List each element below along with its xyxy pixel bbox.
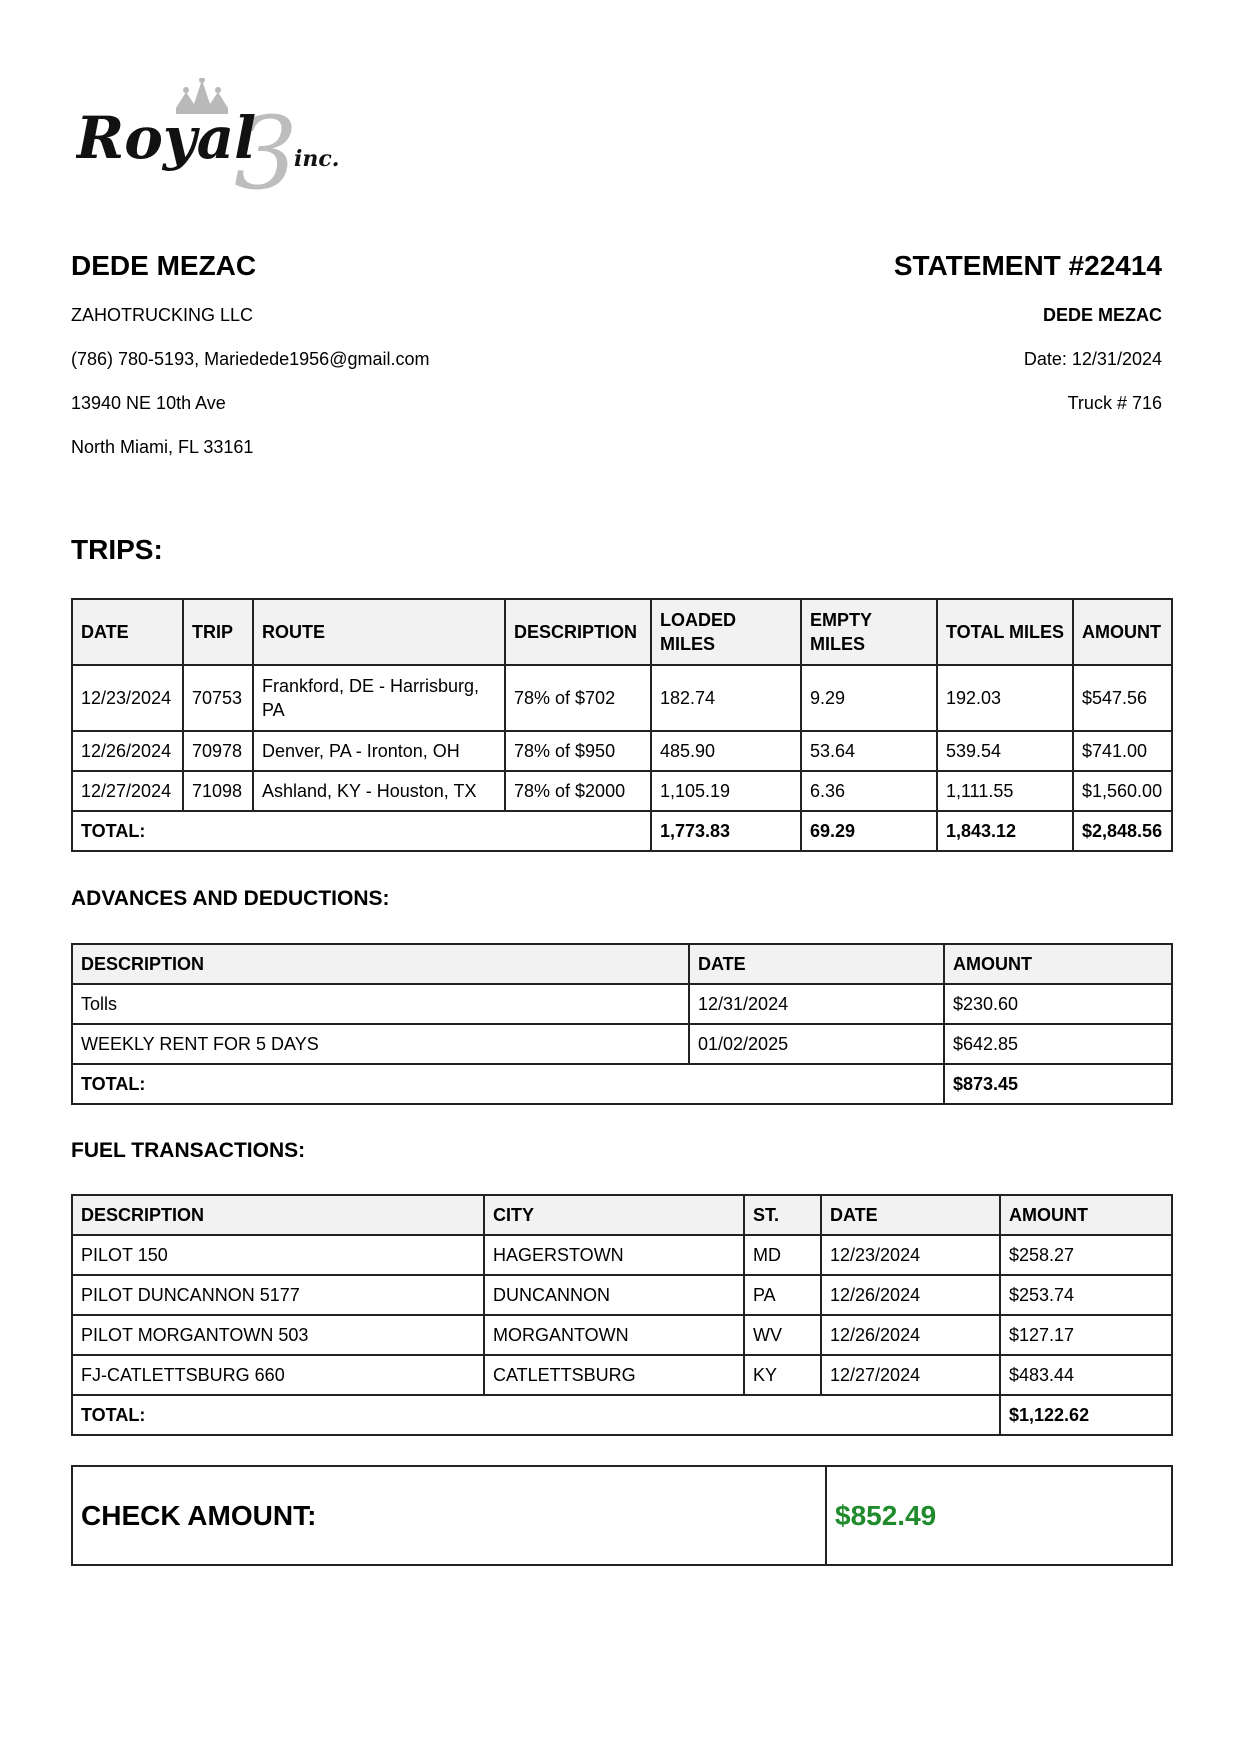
royal-3-logo-icon [76,78,396,193]
table-row [72,1024,1172,1064]
driver-address-line1: 13940 NE 10th Ave [71,393,226,413]
column-header: DATE [821,1195,1000,1235]
statement-date: Date: 12/31/2024 [1023,349,1162,369]
column-header: CITY [484,1195,744,1235]
table-cell: $258.27 [1000,1235,1172,1275]
table-cell: $642.85 [944,1024,1172,1064]
table-cell: $230.60 [944,984,1172,1024]
table-cell: $741.00 [1073,731,1172,771]
check-amount-box [71,1465,1173,1566]
column-header: TOTAL MILES [937,599,1073,665]
table-cell: 12/31/2024 [689,984,944,1024]
advances-table [71,943,1173,1105]
table-cell: 70753 [183,665,253,731]
table-cell: $1,560.00 [1073,771,1172,811]
column-header: ST. [744,1195,821,1235]
driver-company: ZAHOTRUCKING LLC [71,305,254,325]
table-cell: 485.90 [651,731,801,771]
column-header: DESCRIPTION [72,944,689,984]
table-cell: 70978 [183,731,253,771]
table-cell: 6.36 [801,771,937,811]
svg-text:inc.: inc. [294,146,340,172]
column-header: TRIP [183,599,253,665]
table-header-row [72,599,1172,665]
table-cell: 78% of $702 [505,665,651,731]
trips-title: TRIPS: [71,534,163,565]
check-amount-row [72,1466,1172,1565]
table-cell: Frankford, DE - Harrisburg, PA [253,665,505,731]
driver-info [71,248,631,478]
fuel-table [71,1194,1173,1436]
table-cell: Tolls [72,984,689,1024]
total-label: TOTAL: [72,1064,944,1104]
fuel-total-row [72,1395,1172,1435]
table-row [72,1315,1172,1355]
table-cell: 01/02/2025 [689,1024,944,1064]
table-cell: KY [744,1355,821,1395]
table-cell: 12/26/2024 [821,1275,1000,1315]
table-row [72,984,1172,1024]
table-cell: DUNCANNON [484,1275,744,1315]
statement-info [602,248,1162,434]
table-cell: Ashland, KY - Houston, TX [253,771,505,811]
driver-name: DEDE MEZAC [71,250,257,281]
total-label: TOTAL: [72,1395,1000,1435]
table-row [72,665,1172,731]
fuel-title: FUEL TRANSACTIONS: [71,1139,306,1162]
column-header: AMOUNT [944,944,1172,984]
column-header: ROUTE [253,599,505,665]
column-header: DATE [72,599,183,665]
table-cell: PILOT 150 [72,1235,484,1275]
table-cell: $127.17 [1000,1315,1172,1355]
svg-text:Royal: Royal [76,104,257,172]
table-cell: 53.64 [801,731,937,771]
table-cell: 78% of $2000 [505,771,651,811]
table-row [72,1275,1172,1315]
total-loaded-miles: 1,773.83 [651,811,801,851]
table-cell: FJ-CATLETTSBURG 660 [72,1355,484,1395]
total-amount: $1,122.62 [1000,1395,1172,1435]
table-cell: MD [744,1235,821,1275]
table-cell: PILOT DUNCANNON 5177 [72,1275,484,1315]
table-cell: PILOT MORGANTOWN 503 [72,1315,484,1355]
trips-total-row [72,811,1172,851]
table-cell: HAGERSTOWN [484,1235,744,1275]
statement-truck: Truck # 716 [1067,393,1162,413]
table-row [72,771,1172,811]
column-header: LOADED MILES [651,599,801,665]
table-row [72,1235,1172,1275]
statement-title: STATEMENT #22414 [893,250,1162,281]
table-cell: 71098 [183,771,253,811]
table-cell: 192.03 [937,665,1073,731]
table-cell: 12/27/2024 [821,1355,1000,1395]
table-cell: 12/27/2024 [72,771,183,811]
table-cell: 1,105.19 [651,771,801,811]
table-cell: PA [744,1275,821,1315]
svg-text:3: 3 [234,95,298,193]
table-cell: $483.44 [1000,1355,1172,1395]
advances-title: ADVANCES AND DEDUCTIONS: [71,887,390,910]
table-cell: CATLETTSBURG [484,1355,744,1395]
column-header: EMPTY MILES [801,599,937,665]
statement-name: DEDE MEZAC [1042,305,1162,325]
driver-contact: (786) 780-5193, Mariedede1956@gmail.com [71,349,430,369]
table-cell: 12/26/2024 [72,731,183,771]
table-cell: 182.74 [651,665,801,731]
column-header: AMOUNT [1073,599,1172,665]
table-row [72,731,1172,771]
column-header: DATE [689,944,944,984]
check-amount-label: CHECK AMOUNT: [72,1466,826,1565]
total-label: TOTAL: [72,811,651,851]
column-header: DESCRIPTION [505,599,651,665]
table-cell: $253.74 [1000,1275,1172,1315]
table-cell: 12/23/2024 [821,1235,1000,1275]
table-cell: 9.29 [801,665,937,731]
column-header: AMOUNT [1000,1195,1172,1235]
table-cell: MORGANTOWN [484,1315,744,1355]
table-cell: 1,111.55 [937,771,1073,811]
total-empty-miles: 69.29 [801,811,937,851]
table-header-row [72,944,1172,984]
table-row [72,1355,1172,1395]
advances-total-row [72,1064,1172,1104]
table-cell: WV [744,1315,821,1355]
column-header: DESCRIPTION [72,1195,484,1235]
table-cell: 78% of $950 [505,731,651,771]
table-cell: $547.56 [1073,665,1172,731]
total-miles: 1,843.12 [937,811,1073,851]
company-logo [76,78,396,193]
table-cell: 539.54 [937,731,1073,771]
check-amount-value: $852.49 [826,1466,1172,1565]
total-amount: $2,848.56 [1073,811,1172,851]
table-header-row [72,1195,1172,1235]
trips-table [71,598,1173,852]
driver-address-line2: North Miami, FL 33161 [71,437,254,457]
table-cell: Denver, PA - Ironton, OH [253,731,505,771]
total-amount: $873.45 [944,1064,1172,1104]
table-cell: WEEKLY RENT FOR 5 DAYS [72,1024,689,1064]
table-cell: 12/23/2024 [72,665,183,731]
table-cell: 12/26/2024 [821,1315,1000,1355]
